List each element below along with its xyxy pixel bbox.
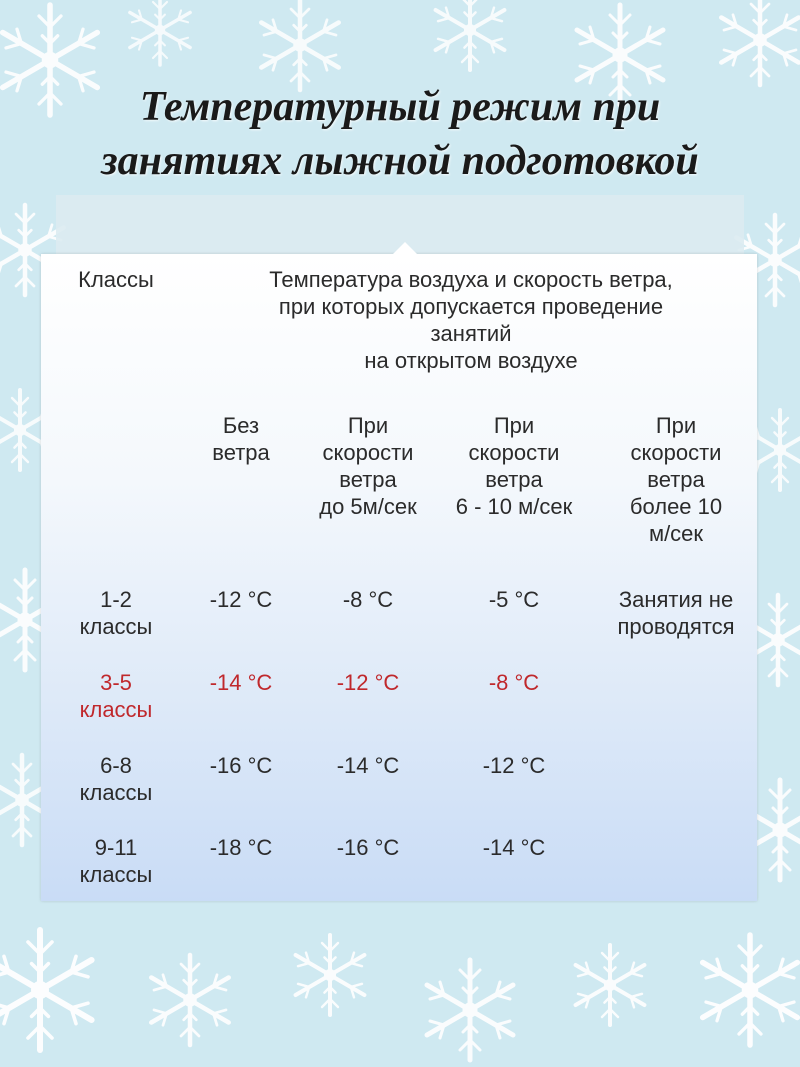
row-3-no-wind: -16 °С: [209, 753, 273, 778]
page-title: [0, 80, 800, 188]
row-1-wind-over-10: Занятия не проводятся: [617, 587, 735, 639]
row-1-wind-10: -5 °С: [488, 587, 540, 612]
row-3-wind-5: -14 °С: [336, 753, 400, 778]
subheader-no-wind: Без ветра: [212, 413, 270, 465]
row-2-classes: 3-5 классы: [79, 670, 153, 722]
row-4-wind-10: -14 °С: [482, 835, 546, 860]
row-1-wind-5: -8 °С: [342, 587, 394, 612]
subheader-wind-over-10: При скорости ветра более 10 м/сек: [629, 413, 723, 546]
subheader-wind-6-10: При скорости ветра 6 - 10 м/сек: [455, 413, 573, 519]
panel-notch: [393, 242, 417, 254]
row-4-wind-5: -16 °С: [336, 835, 400, 860]
row-3-classes: 6-8 классы: [79, 753, 153, 805]
title-line-2: занятиях лыжной подготовкой: [101, 138, 699, 184]
subheader-wind-up-to-5: При скорости ветра до 5м/сек: [319, 413, 417, 519]
header-classes: Классы: [78, 267, 154, 292]
temperature-table: [41, 254, 757, 901]
row-1-classes: 1-2 классы: [79, 587, 153, 639]
row-1-no-wind: -12 °С: [209, 587, 273, 612]
row-4-classes: 9-11 классы: [79, 835, 153, 887]
row-4-no-wind: -18 °С: [209, 835, 273, 860]
title-line-1: Температурный режим при: [139, 84, 661, 130]
row-2-no-wind: -14 °С: [209, 670, 273, 695]
row-3-wind-10: -12 °С: [482, 753, 546, 778]
header-temperature-wind: Температура воздуха и скорость ветра, при которых допускается проведение занятий на открытом воздухе: [269, 267, 673, 373]
row-2-wind-5: -12 °С: [336, 670, 400, 695]
row-2-wind-10: -8 °С: [488, 670, 540, 695]
